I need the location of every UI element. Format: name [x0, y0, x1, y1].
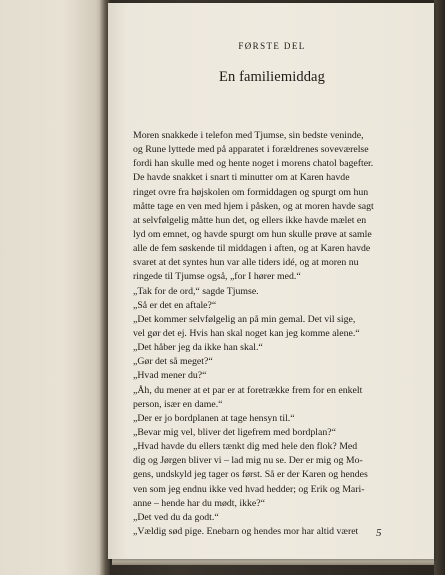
text-line: De havde snakket i snart ti minutter om at Karen havde: [133, 172, 350, 184]
text-line: „Tak for de ord,“ sagde Tjumse.: [133, 285, 259, 297]
text-line: „Hvad mener du?“: [133, 370, 207, 382]
left-page: [0, 0, 106, 575]
text-line: ringede til Tjumse også, „for I hører med.“: [133, 271, 301, 283]
text-line: fordi han skulle med og hente noget i morens chatol bagefter.: [133, 158, 374, 170]
text-line: „Åh, du mener at et par er at foretrække frem for en enkelt: [133, 384, 363, 396]
text-line: „Så er det en aftale?“: [133, 299, 217, 311]
text-line: gens, undskyld jeg tager os først. Så er der Karen og hendes: [133, 469, 368, 481]
chapter-title: En familiemiddag: [219, 69, 325, 85]
text-line: person, især en dame.“: [133, 398, 223, 410]
body-text: [133, 129, 411, 539]
text-line: „Bevar mig vel, bliver det ligefrem med bordplan?“: [133, 426, 336, 438]
text-line: dig og Jørgen bliver vi – lad mig nu se. Der er mig og Mo-: [133, 455, 363, 467]
text-line: „Det ved du da godt.“: [133, 511, 219, 523]
text-line: „Det kommer selvfølgelig an på min gemal. Det vil sige,: [133, 313, 356, 325]
text-line: ringet ovre fra højskolen om formiddagen og spurgt om hun: [133, 186, 369, 198]
text-line: „Der er jo bordplanen at tage hensyn til.“: [133, 412, 295, 424]
text-line: anne – hende har du mødt, ikke?“: [133, 497, 265, 509]
text-line: svaret at det syntes hun var alle tiders idé, og at moren nu: [133, 257, 359, 269]
text-line: „Hvad havde du ellers tænkt dig med hele den flok? Med: [133, 441, 358, 453]
background-shadow: [434, 0, 445, 575]
text-line: „Gør det så meget?“: [133, 356, 213, 368]
text-line: vel gør det ej. Hvis han skal noget kan jeg komme alene.“: [133, 327, 360, 339]
text-line: ven som jeg endnu ikke ved hvad hedder; og Erik og Mari-: [133, 483, 365, 495]
text-line: lyd om emnet, og havde spurgt om hun skulle prøve at samle: [133, 228, 372, 240]
text-line: måtte tage en ven med hjem i påsken, og at moren havde sagt: [133, 200, 374, 212]
text-line: Moren snakkede i telefon med Tjumse, sin bedste veninde,: [133, 130, 364, 141]
part-label: FØRSTE DEL: [238, 41, 306, 51]
text-line: alle de fem søskende til middagen i aften, og at Karen havde: [133, 243, 371, 255]
text-line: „Det håber jeg da ikke han skal.“: [133, 342, 263, 354]
page-number: 5: [376, 527, 382, 539]
page-edge: [112, 559, 434, 565]
text-line: „Vældig sød pige. Enebarn og hendes mor har altid været: [133, 525, 359, 537]
text-line: at selvfølgelig måtte hun det, og ellers ikke havde mælet en: [133, 214, 367, 226]
text-line: og Rune lyttede med på apparatet i forældrenes soveværelse: [133, 144, 369, 156]
